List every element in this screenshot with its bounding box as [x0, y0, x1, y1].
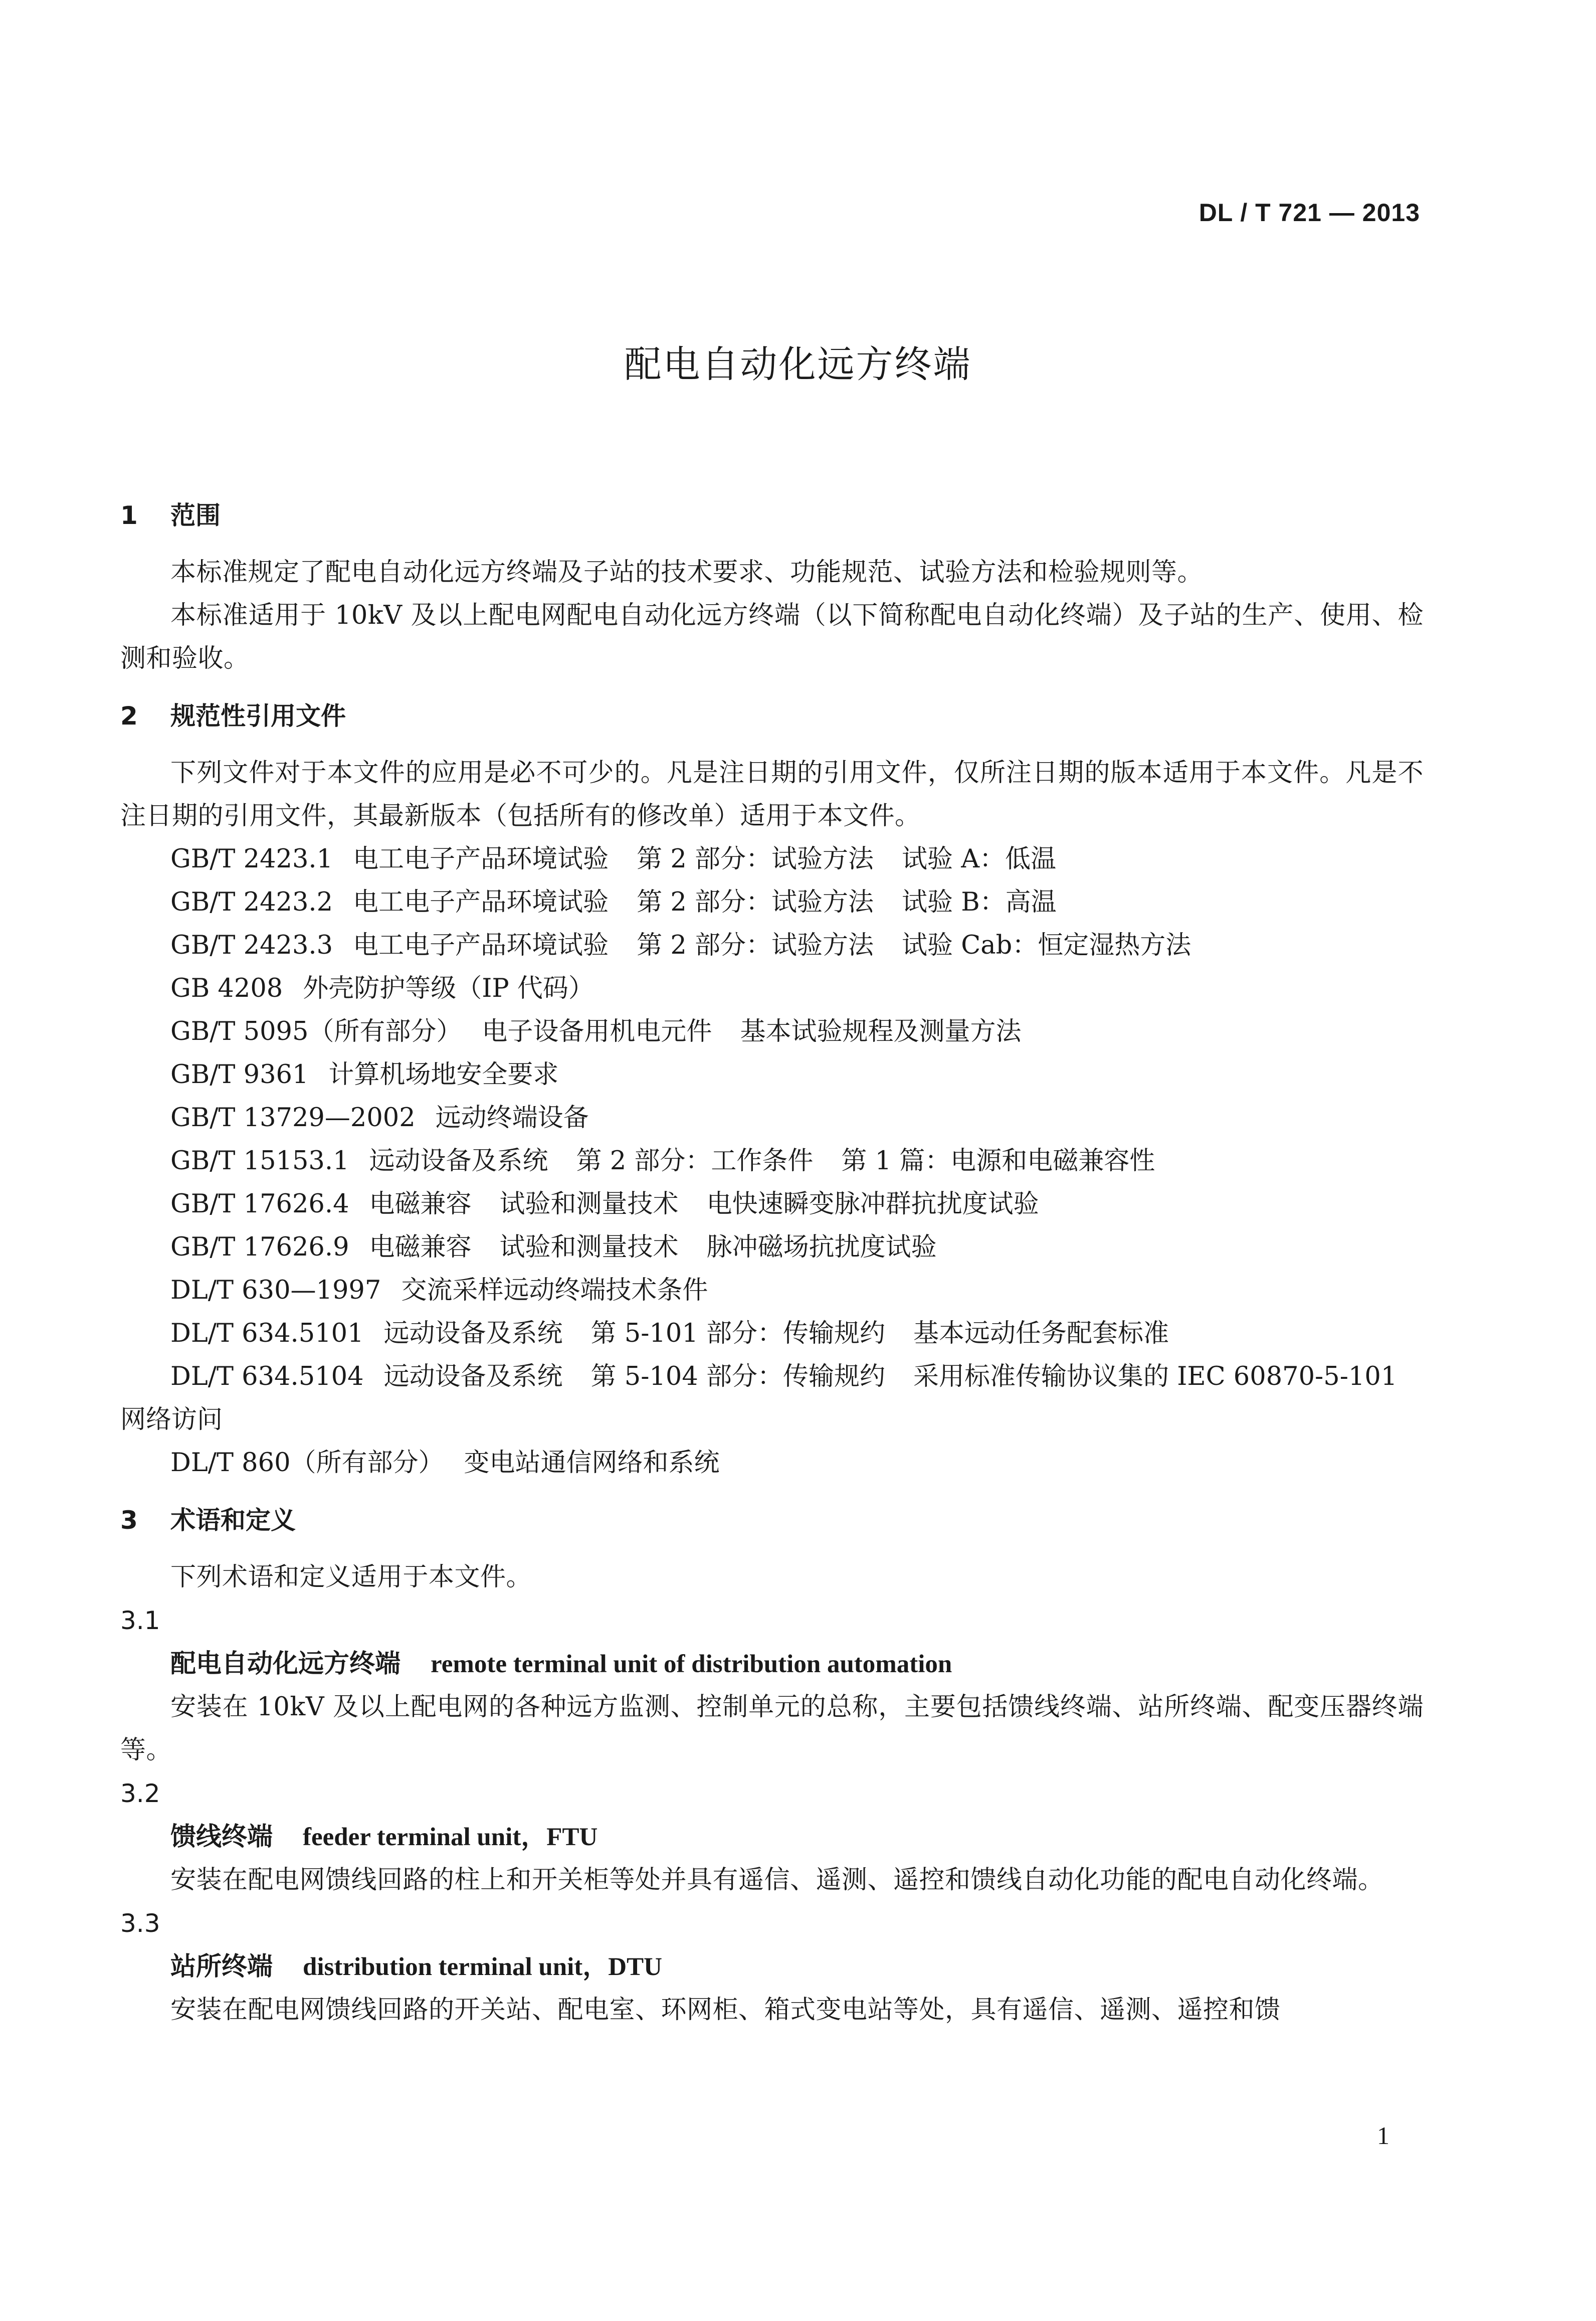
reference-title-part: 电工电子产品环境试验	[353, 931, 609, 960]
reference-title-part: 第 5-101 部分：传输规约	[590, 1319, 885, 1348]
reference-item	[120, 1053, 1424, 1097]
reference-title-part: 试验 B：高温	[901, 887, 1057, 917]
term-clause-number: 3.3	[120, 1909, 160, 1938]
reference-item	[120, 967, 1424, 1010]
term-english: remote terminal unit of distribution automation	[431, 1650, 952, 1678]
reference-item	[120, 1355, 1424, 1442]
reference-title-part: 试验 A：低温	[901, 844, 1057, 874]
standard-number: DL / T 721 — 2013	[1199, 199, 1420, 227]
term-chinese: 配电自动化远方终端	[170, 1649, 401, 1679]
reference-code: GB/T 17626.9	[170, 1232, 349, 1262]
reference-title-part: 交流采样远动终端技术条件	[401, 1276, 708, 1305]
term-clause-number: 3.2	[120, 1779, 160, 1808]
reference-item	[120, 1097, 1424, 1140]
reference-item	[120, 1312, 1424, 1355]
reference-title-part: 电工电子产品环境试验	[353, 887, 609, 917]
term-definition: 安装在配电网馈线回路的柱上和开关柜等处并具有遥信、遥测、遥控和馈线自动化功能的配电自动化终端。	[170, 1865, 1384, 1895]
reference-code: GB 4208	[170, 974, 283, 1003]
scope-paragraph: 本标准规定了配电自动化远方终端及子站的技术要求、功能规范、试验方法和检验规则等。	[170, 558, 1204, 587]
page-number: 1	[1377, 2121, 1389, 2150]
reference-title-part: 基本远动任务配套标准	[913, 1319, 1169, 1348]
reference-code: DL/T 634.5101	[170, 1319, 364, 1348]
reference-code: GB/T 2423.3	[170, 931, 333, 960]
reference-title-part: 试验和测量技术	[499, 1232, 679, 1262]
reference-code: GB/T 9361	[170, 1060, 309, 1090]
reference-title-part: 脉冲磁场抗扰度试验	[706, 1232, 937, 1262]
section-heading-scope	[120, 494, 1424, 537]
reference-item	[120, 838, 1424, 881]
reference-title-part: 试验和测量技术	[499, 1189, 679, 1219]
reference-code: DL/T 860（所有部分）	[170, 1448, 444, 1478]
term-clause-number: 3.1	[120, 1606, 160, 1635]
reference-title-part: 远动设备及系统	[383, 1319, 563, 1348]
reference-title-part: 电磁兼容	[369, 1232, 472, 1262]
reference-title-part: 远动设备及系统	[369, 1146, 548, 1176]
reference-code: GB/T 17626.4	[170, 1189, 349, 1219]
reference-item	[120, 1442, 1424, 1485]
term-chinese: 站所终端	[170, 1952, 273, 1982]
document-title: 配电自动化远方终端	[624, 343, 972, 386]
section-title: 范围	[170, 501, 221, 530]
document-body	[120, 494, 1424, 2032]
reference-item	[120, 1269, 1424, 1312]
term-heading	[120, 1815, 1424, 1859]
reference-title-part: 第 2 部分：工作条件	[576, 1146, 814, 1176]
term-definition: 安装在 10kV 及以上配电网的各种远方监测、控制单元的总称，主要包括馈线终端、站所终端、配变压器终端等。	[120, 1692, 1424, 1765]
reference-title-part: 电磁兼容	[369, 1189, 472, 1219]
reference-item	[120, 1226, 1424, 1269]
reference-code: GB/T 2423.1	[170, 844, 333, 874]
reference-title-part: 电工电子产品环境试验	[353, 844, 609, 874]
reference-item	[120, 1183, 1424, 1226]
section-title: 规范性引用文件	[170, 701, 346, 731]
reference-title-part: 电快速瞬变脉冲群抗扰度试验	[706, 1189, 1039, 1219]
term-definition: 安装在配电网馈线回路的开关站、配电室、环网柜、箱式变电站等处，具有遥信、遥测、遥控和馈	[170, 1995, 1281, 2025]
reference-item	[120, 881, 1424, 924]
reference-item	[120, 1010, 1424, 1053]
reference-title-part: 远动设备及系统	[383, 1362, 563, 1391]
term-list	[120, 1599, 1424, 2032]
reference-code: GB/T 13729—2002	[170, 1103, 416, 1133]
reference-list	[120, 838, 1424, 1485]
term-english: feeder terminal unit，FTU	[303, 1823, 598, 1851]
reference-code: DL/T 634.5104	[170, 1362, 364, 1391]
reference-title-part: 外壳防护等级（IP 代码）	[303, 974, 594, 1003]
reference-title-part: 采用标准传输协议集的 IEC 60870-5-101 网络访问	[120, 1362, 1398, 1435]
reference-title-part: 计算机场地安全要求	[328, 1060, 559, 1090]
reference-title-part: 第 1 篇：电源和电磁兼容性	[841, 1146, 1155, 1176]
term-heading	[120, 1945, 1424, 1989]
term-chinese: 馈线终端	[170, 1822, 273, 1852]
scope-paragraph: 本标准适用于 10kV 及以上配电网配电自动化远方终端（以下简称配电自动化终端）及子站的生产、使用、检测和验收。	[120, 601, 1424, 673]
section-heading-terms	[120, 1499, 1424, 1542]
reference-title-part: 第 2 部分：试验方法	[637, 844, 874, 874]
section-heading-normative-refs	[120, 694, 1424, 738]
reference-code: GB/T 2423.2	[170, 887, 333, 917]
reference-title-part: 电子设备用机电元件	[482, 1017, 712, 1046]
reference-title-part: 基本试验规程及测量方法	[740, 1017, 1022, 1046]
terms-intro: 下列术语和定义适用于本文件。	[170, 1562, 532, 1592]
reference-code: GB/T 5095（所有部分）	[170, 1017, 462, 1046]
section-number: 1	[120, 501, 138, 530]
reference-title-part: 变电站通信网络和系统	[464, 1448, 720, 1478]
reference-item	[120, 924, 1424, 967]
section-number: 3	[120, 1506, 138, 1535]
reference-item	[120, 1140, 1424, 1183]
reference-title-part: 试验 Cab：恒定湿热方法	[901, 931, 1191, 960]
reference-title-part: 远动终端设备	[435, 1103, 589, 1133]
term-heading	[120, 1642, 1424, 1686]
reference-code: DL/T 630—1997	[170, 1276, 381, 1305]
reference-code: GB/T 15153.1	[170, 1146, 349, 1176]
section-number: 2	[120, 701, 138, 731]
reference-title-part: 第 5-104 部分：传输规约	[590, 1362, 885, 1391]
reference-title-part: 第 2 部分：试验方法	[637, 887, 874, 917]
reference-title-part: 第 2 部分：试验方法	[637, 931, 874, 960]
refs-intro: 下列文件对于本文件的应用是必不可少的。凡是注日期的引用文件，仅所注日期的版本适用于本文件。凡是不注日期的引用文件，其最新版本（包括所有的修改单）适用于本文件。	[120, 758, 1424, 831]
term-english: distribution terminal unit，DTU	[303, 1953, 662, 1981]
section-title: 术语和定义	[170, 1506, 296, 1535]
